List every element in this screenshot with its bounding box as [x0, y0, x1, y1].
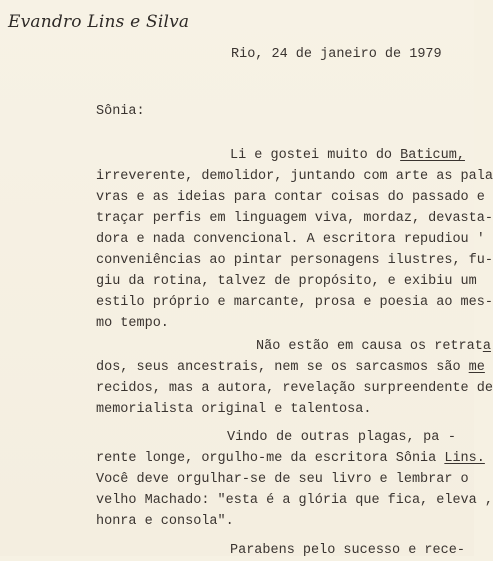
paragraph-4 — [96, 540, 465, 561]
text-line: memorialista original e talentosa. — [96, 402, 372, 417]
text-line: Li e gostei muito do Baticum, — [230, 148, 465, 163]
paragraph-3 — [96, 427, 493, 532]
salutation: Sônia: — [96, 104, 145, 119]
text-line: Parabens pelo sucesso e rece- — [230, 543, 465, 558]
text-line: Você deve orgulhar-se de seu livro e lembrar o — [96, 472, 469, 487]
text-line: dos, seus ancestrais, nem se os sarcasmos são me — [96, 360, 485, 375]
letterhead-signature: Evandro Lins e Silva — [8, 12, 190, 32]
text-line: rente longe, orgulho-me da escritora Sônia Lins. — [96, 451, 485, 466]
paragraph-2 — [96, 336, 493, 420]
text-line: honra e consola". — [96, 514, 234, 529]
text-line: recidos, mas a autora, revelação surpreendente de — [96, 381, 493, 396]
text-line: conveniências ao pintar personagens ilustres, fu- — [96, 253, 493, 268]
text-line: vras e as ideias para contar coisas do passado e — [96, 190, 485, 205]
text-line: velho Machado: "esta é a glória que fica, eleva , — [96, 493, 493, 508]
paragraph-1 — [96, 145, 493, 334]
text-line: estilo próprio e marcante, prosa e poesia ao mes- — [96, 295, 493, 310]
text-line: irreverente, demolidor, juntando com arte as pala — [96, 169, 493, 184]
text-line: Não estão em causa os retrata — [256, 339, 491, 354]
text-line: giu da rotina, talvez de propósito, e exibiu um — [96, 274, 477, 289]
text-line: traçar perfis em linguagem viva, mordaz, devasta- — [96, 211, 493, 226]
letter-date: Rio, 24 de janeiro de 1979 — [231, 47, 442, 62]
text-line: mo tempo. — [96, 316, 169, 331]
text-line: Vindo de outras plagas, pa - — [227, 430, 456, 445]
text-line: dora e nada convencional. A escritora repudiou ' — [96, 232, 485, 247]
